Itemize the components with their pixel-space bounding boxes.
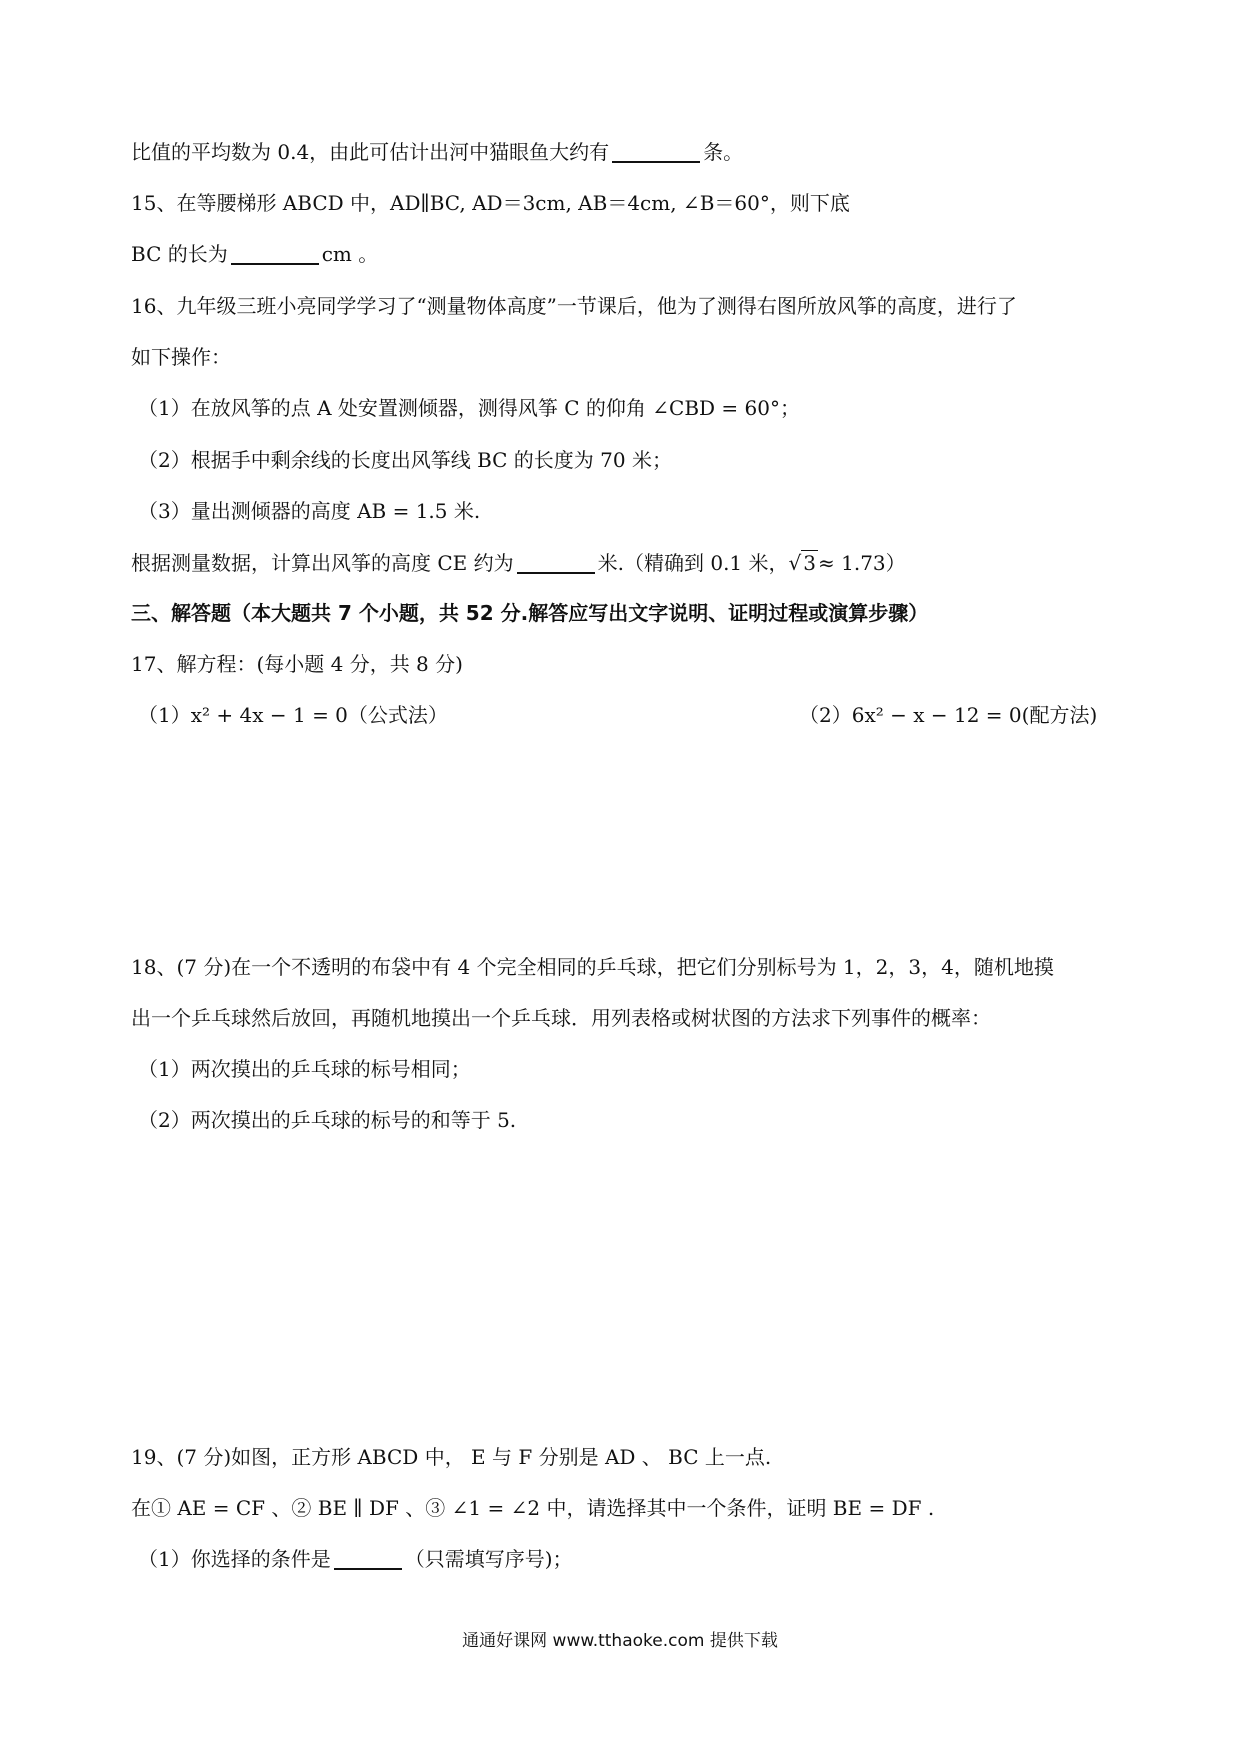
q18-part-1: （1）两次摸出的乒乓球的标号相同； [138,1057,471,1081]
q19-line-2: 在① AE = CF 、② BE ∥ DF 、③ ∠1 = ∠2 中，请选择其中一个条件，证明 BE = DF . [131,1496,935,1520]
q16-step-3: （3）量出测倾器的高度 AB = 1.5 米. [138,499,481,523]
q18-part-2: （2）两次摸出的乒乓球的标号的和等于 5. [138,1108,517,1132]
sqrt-symbol: √ 3 [788,551,816,575]
q16-line-1: 16、九年级三班小亮同学学习了“测量物体高度”一节课后，他为了测得右图所放风筝的高度，进行了 [131,294,1017,318]
q17-equations: （1）x² + 4x − 1 = 0（公式法） （2）6x² − x − 12 = 0(配方法) [138,703,1098,727]
q18-line-2: 出一个乒乓球然后放回，再随机地摸出一个乒乓球．用列表格或树状图的方法求下列事件的概率： [131,1006,991,1030]
answer-blank-fish[interactable] [612,141,700,163]
page-footer: 通通好课网 www.tthaoke.com 提供下载 [462,1631,778,1651]
q15-line-1: 15、在等腰梯形 ABCD 中，AD∥BC, AD＝3cm, AB＝4cm, ∠B＝60°，则下底 [131,191,850,215]
answer-blank-ce[interactable] [517,552,595,574]
q16-answer-line: 根据测量数据，计算出风筝的高度 CE 约为 米.（精确到 0.1 米，√ 3 ≈ 1.73） [131,551,906,575]
q19-part-1: （1）你选择的条件是 （只需填写序号)； [138,1547,573,1571]
q17-eq-2: 6x² − x − 12 = 0 [851,703,1022,727]
q16-step-1: （1）在放风筝的点 A 处安置测倾器，测得风筝 C 的仰角 ∠CBD = 60°； [138,396,800,420]
section-3-heading: 三、解答题（本大题共 7 个小题，共 52 分.解答应写出文字说明、证明过程或演算步骤） [131,601,929,625]
q16-step-2: （2）根据手中剩余线的长度出风筝线 BC 的长度为 70 米； [138,448,672,472]
q15-line-2: BC 的长为 cm 。 [131,242,379,266]
q17-eq-1: x² + 4x − 1 = 0 [190,703,348,727]
q17-line: 17、解方程：(每小题 4 分，共 8 分) [131,652,463,676]
q18-line-1: 18、(7 分)在一个不透明的布袋中有 4 个完全相同的乒乓球，把它们分别标号为 1，2，3，4，随机地摸 [131,955,1054,979]
q19-line-1: 19、(7 分)如图，正方形 ABCD 中， E 与 F 分别是 AD 、 BC 上一点. [131,1445,772,1469]
q16-line-2: 如下操作： [131,345,231,369]
line-q14-end: 比值的平均数为 0.4，由此可估计出河中猫眼鱼大约有 条。 [131,140,744,164]
answer-blank-condition[interactable] [334,1548,402,1570]
answer-blank-bc[interactable] [231,243,319,265]
